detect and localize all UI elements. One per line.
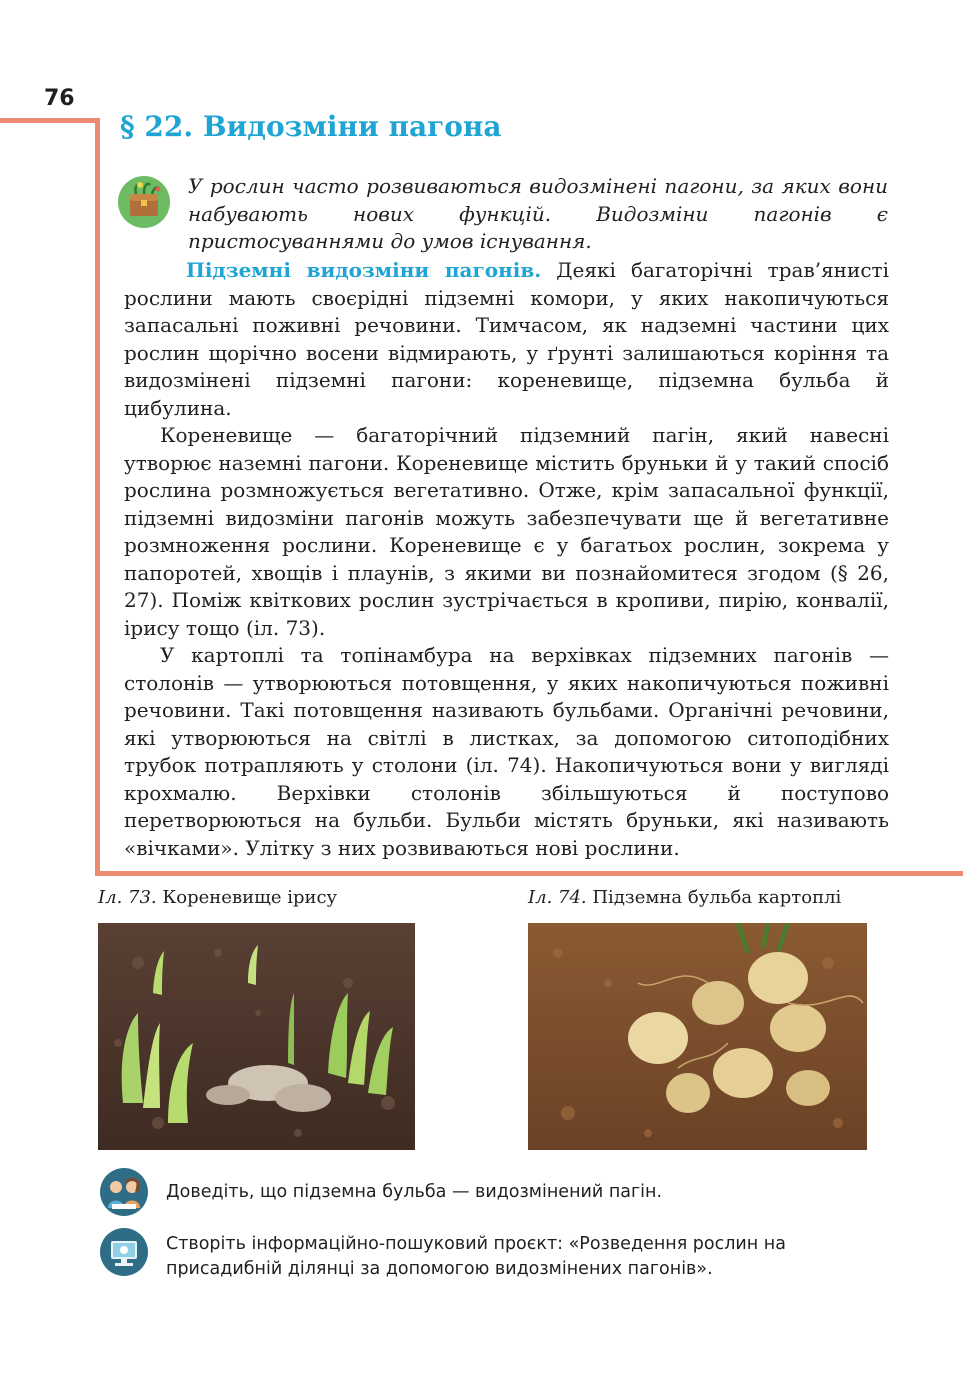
task-2-text: Створіть інформаційно-пошуковий проєкт: «Розведення рослин на присадибній ділянці за допомогою видозмінених пагонів». (166, 1234, 786, 1279)
iris-rhizome-photo (98, 923, 415, 1150)
figure-73-text: Кореневище ірису (156, 887, 338, 908)
figure-74-label: Іл. 74. (528, 887, 587, 908)
paragraph-heading: Підземні видозміни пагонів. (186, 258, 542, 282)
paragraph-2: Кореневище — багаторічний підземний пагін, який навесні утворює наземні пагони. Кореневище містить бруньки й у такий спосіб рослина розмножується вегетативно. Отже, крім запасальної функції, підземні видозміни пагонів можуть забезпечувати ще й вегетативне розмноження рослини. Кореневище є у багатьох рослин, зокрема у папоротей, хвощів і плаунів, з якими ви познайомитеся згодом (§ 26, 27). Поміж квіткових рослин зустрічається в кропиви, пирію, конвалії, ірису тощо (іл. 73). (124, 423, 889, 640)
figure-74-text: Підземна бульба картоплі (586, 887, 842, 908)
frame-top-line (0, 118, 98, 123)
paragraph-1-text: Деякі багаторічні трав’янисті рослини мають своєрідні підземні комори, у яких накопичуються запасальні поживні речовини. Тимчасом, як надземні частини цих рослин щорічно восени відмирають, у ґрунті залишаються коріння та видозмінені підземні пагони: кореневище, підземна бульба й цибулина. (124, 258, 890, 420)
paragraph-1 (124, 257, 889, 422)
figure-73-label: Іл. 73. (98, 887, 157, 908)
potato-tuber-photo (528, 923, 867, 1150)
figure-73-caption (98, 887, 337, 908)
frame-bottom-line (95, 871, 963, 876)
figure-74-caption (528, 887, 841, 908)
intro-text: У рослин часто розвиваються видозмінені пагони, за яких вони набувають нових функцій. Видозміни пагонів є пристосуваннями до умов існування. (188, 174, 888, 253)
paragraph-3: У картоплі та топінамбура на верхівках підземних пагонів — столонів — утворюються потовщення, у яких накопичуються поживні речовини. Такі потовщення називають бульбами. Органічні речовини, які утворюються на світлі в листках, за допомогою ситоподібних трубок потрапляють у столони (іл. 74). Накопичуються вони у вигляді крохмалю. Верхівки столонів збільшуються й поступово перетворюються на бульби. Бульби містять бруньки, які називають «вічками». Улітку з них розвиваються нові рослини. (124, 643, 889, 860)
page-number: 76 (44, 86, 75, 111)
task-1-text: Доведіть, що підземна бульба — видозмінений пагін. (166, 1182, 663, 1202)
students-discussion-icon (100, 1168, 148, 1216)
section-title: § 22. Видозміни пагона (120, 110, 502, 143)
main-text (124, 257, 889, 862)
frame-left-line (95, 118, 100, 875)
treasure-chest-plants-icon (118, 176, 170, 228)
computer-project-icon (100, 1228, 148, 1276)
